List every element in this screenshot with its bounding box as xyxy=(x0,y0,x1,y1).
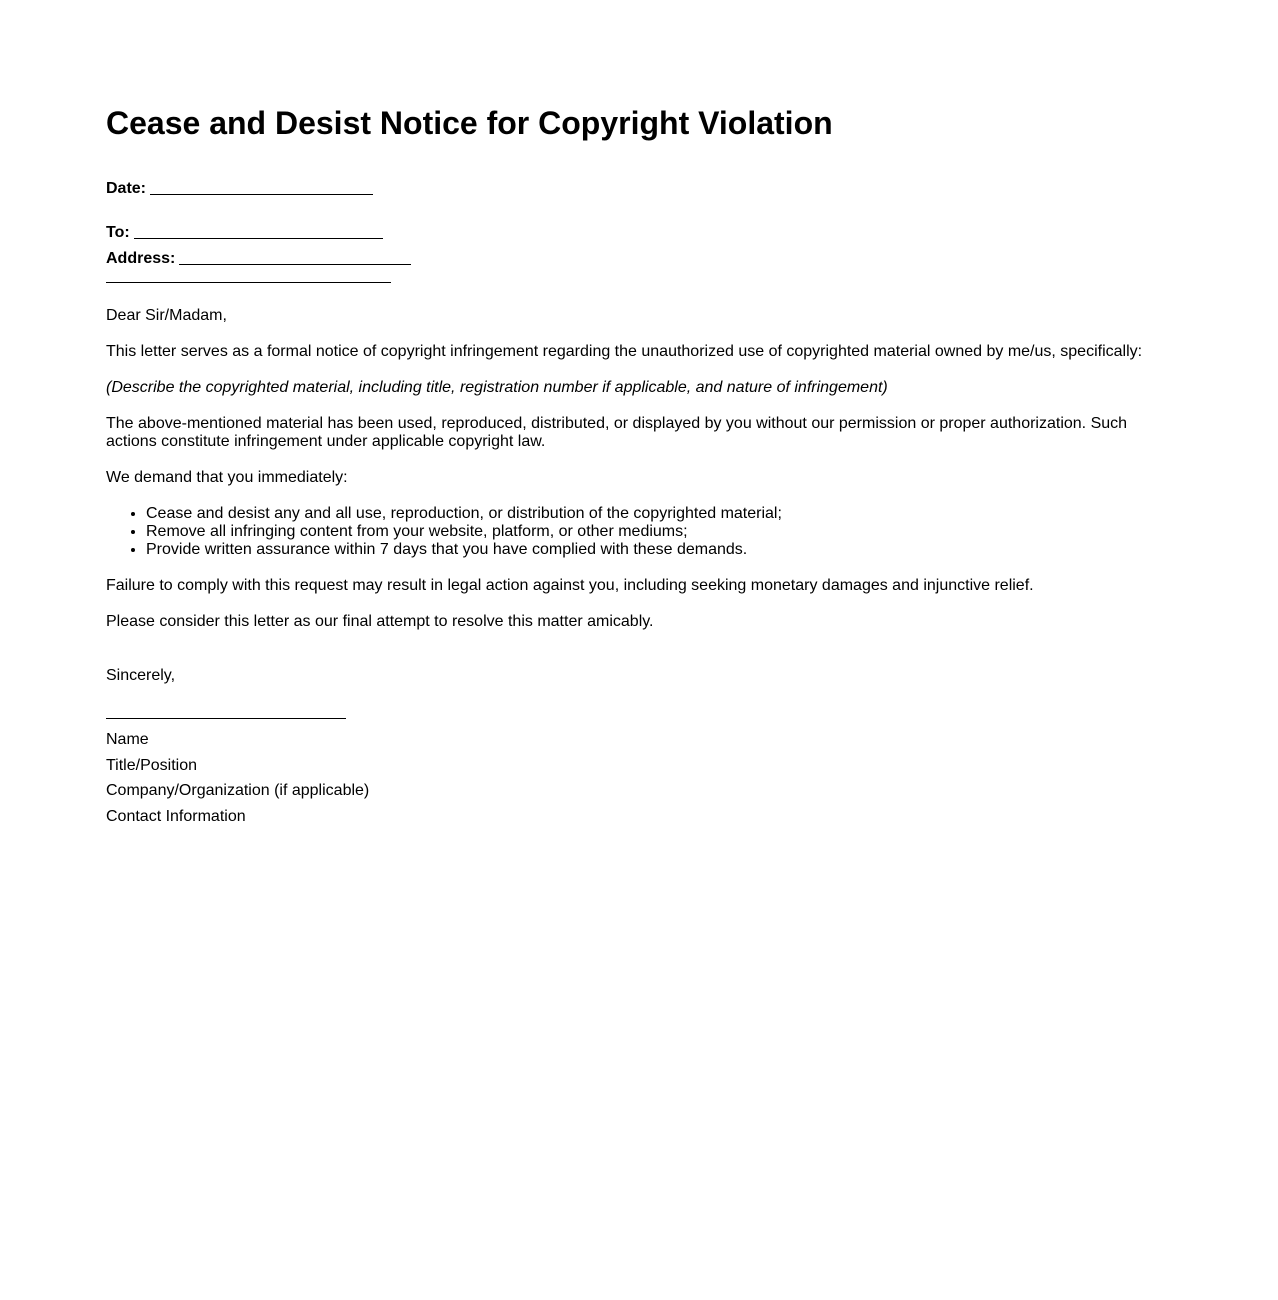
signature-name: Name xyxy=(106,731,149,748)
salutation: Dear Sir/Madam, xyxy=(106,307,227,324)
signature-block xyxy=(106,727,1166,829)
to-blank-line xyxy=(134,237,383,239)
used-paragraph: The above-mentioned material has been used, reproduced, distributed, or displayed by you without our permission or proper authorization. Such actions constitute infringement under applicable copyright law. xyxy=(106,415,1128,450)
page-title: Cease and Desist Notice for Copyright Violation xyxy=(106,105,833,141)
address-label: Address: xyxy=(106,250,176,267)
failure-paragraph: Failure to comply with this request may result in legal action against you, including seeking monetary damages and injunctive relief. xyxy=(106,577,1034,594)
signature-line xyxy=(106,718,346,719)
closing: Sincerely, xyxy=(106,667,176,684)
date-blank-line xyxy=(150,193,373,195)
to-label: To: xyxy=(106,224,130,241)
demands-list xyxy=(106,505,1166,559)
list-item: • Remove all infringing content from your website, platform, or other mediums; xyxy=(146,523,1166,541)
address-field xyxy=(106,250,1166,268)
signature-contact: Contact Information xyxy=(106,807,246,825)
date-field xyxy=(106,180,1166,198)
address-second-blank-line xyxy=(106,282,391,283)
to-field xyxy=(106,224,1166,242)
final-paragraph: Please consider this letter as our final attempt to resolve this matter amicably. xyxy=(106,613,654,630)
address-blank-line xyxy=(179,263,411,265)
list-item: • Provide written assurance within 7 days that you have complied with these demands. xyxy=(146,541,1166,559)
intro-paragraph: This letter serves as a formal notice of copyright infringement regarding the unauthorized use of copyrighted material owned by me/us, specifically: xyxy=(106,343,1143,360)
signature-title: Title/Position xyxy=(106,756,197,774)
signature-company: Company/Organization (if applicable) xyxy=(106,782,370,799)
describe-paragraph: (Describe the copyrighted material, including title, registration number if applicable, and nature of infringement) xyxy=(106,379,888,396)
date-label: Date: xyxy=(106,180,147,197)
demand-paragraph: We demand that you immediately: xyxy=(106,469,348,486)
list-item: • Cease and desist any and all use, reproduction, or distribution of the copyrighted material; xyxy=(146,505,1166,523)
